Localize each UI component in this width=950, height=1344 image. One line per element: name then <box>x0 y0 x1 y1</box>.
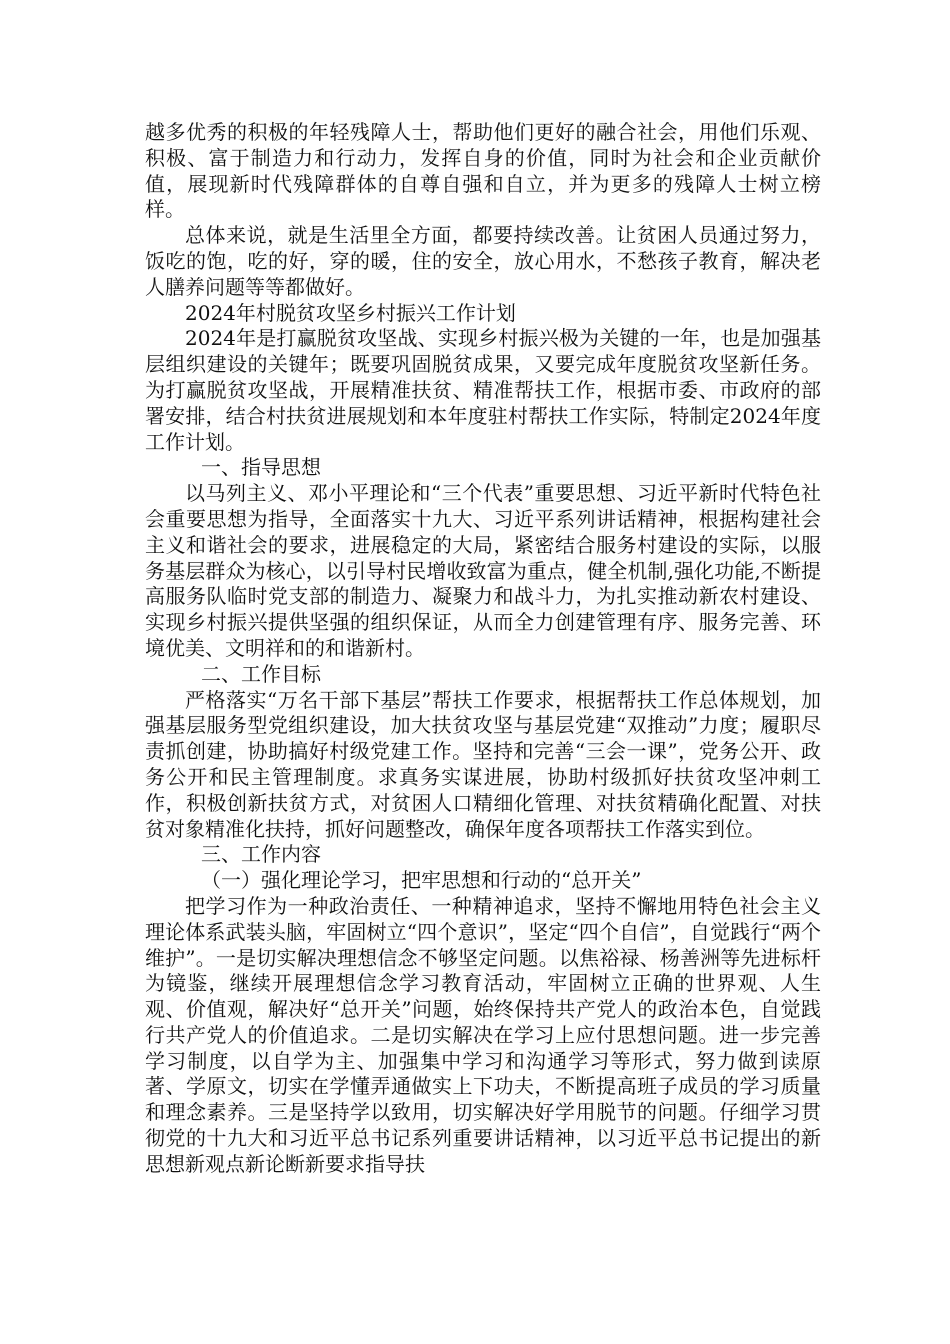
section-heading-work-goals: 二、工作目标 <box>201 661 321 686</box>
section-heading-guiding-ideology: 一、指导思想 <box>201 455 321 480</box>
paragraph-continued: 越多优秀的积极的年轻残障人士，帮助他们更好的融合社会，用他们乐观、积极、富于制造力和行动力，发挥自身的价值，同时为社会和企业贡献价值，展现新时代残障群体的自尊自强和自立，并为更多的残障人士树立榜样。 <box>145 120 821 222</box>
document-page <box>145 120 821 1178</box>
paragraph-theory-study: 把学习作为一种政治责任、一种精神追求，坚持不懈地用特色社会主义理论体系武装头脑，牢固树立“四个意识”，坚定“四个自信”，自觉践行“两个维护”。一是切实解决理想信念不够坚定问题。以焦裕禄、杨善洲等先进标杆为镜鉴，继续开展理想信念学习教育活动，牢固树立正确的世界观、人生观、价值观，解决好“总开关”问题，始终保持共产党人的政治本色，自觉践行共产党人的价值追求。二是切实解决在学习上应付思想问题。进一步完善学习制度，以自学为主、加强集中学习和沟通学习等形式，努力做到读原著、学原文，切实在学懂弄通做实上下功夫，不断提高班子成员的学习质量和理念素养。三是坚持学以致用，切实解决好学用脱节的问题。仔细学习贯彻党的十九大和习近平总书记系列重要讲话精神，以习近平总书记提出的新思想新观点新论断新要求指导扶 <box>145 893 821 1176</box>
section-heading-work-content: 三、工作内容 <box>201 842 321 867</box>
paragraph-intro: 2024年是打赢脱贫攻坚战、实现乡村振兴极为关键的一年，也是加强基层组织建设的关键年；既要巩固脱贫成果，又要完成年度脱贫攻坚新任务。为打赢脱贫攻坚战，开展精准扶贫、精准帮扶工作，根据市委、市政府的部署安排，结合村扶贫进展规划和本年度驻村帮扶工作实际，特制定2024年度工作计划。 <box>145 326 821 454</box>
document-title: 2024年村脱贫攻坚乡村振兴工作计划 <box>185 300 516 325</box>
subsection-heading-theory-study: （一）强化理论学习，把牢思想和行动的“总开关” <box>201 868 642 893</box>
paragraph-summary: 总体来说，就是生活里全方面，都要持续改善。让贫困人员通过努力，饭吃的饱，吃的好，穿的暖，住的安全，放心用水，不愁孩子教育，解决老人膳养问题等等都做好。 <box>145 223 821 299</box>
paragraph-guiding-ideology: 以马列主义、邓小平理论和“三个代表”重要思想、习近平新时代特色社会重要思想为指导，全面落实十九大、习近平系列讲话精神，根据构建社会主义和谐社会的要求，进展稳定的大局，紧密结合服务村建设的实际，以服务基层群众为核心，以引导村民增收致富为重点，健全机制,强化功能,不断提高服务队临时党支部的制造力、凝聚力和战斗力，为扎实推动新农村建设、实现乡村振兴提供坚强的组织保证，从而全力创建管理有序、服务完善、环境优美、文明祥和的和谐新村。 <box>145 481 821 660</box>
paragraph-work-goals: 严格落实“万名干部下基层”帮扶工作要求，根据帮扶工作总体规划，加强基层服务型党组织建设，加大扶贫攻坚与基层党建“双推动”力度；履职尽责抓创建，协助搞好村级党建工作。坚持和完善“三会一课”，党务公开、政务公开和民主管理制度。求真务实谋进展，协助村级抓好扶贫攻坚冲刺工作，积极创新扶贫方式，对贫困人口精细化管理、对扶贫精确化配置、对扶贫对象精准化扶持，抓好问题整改，确保年度各项帮扶工作落实到位。 <box>145 687 821 841</box>
